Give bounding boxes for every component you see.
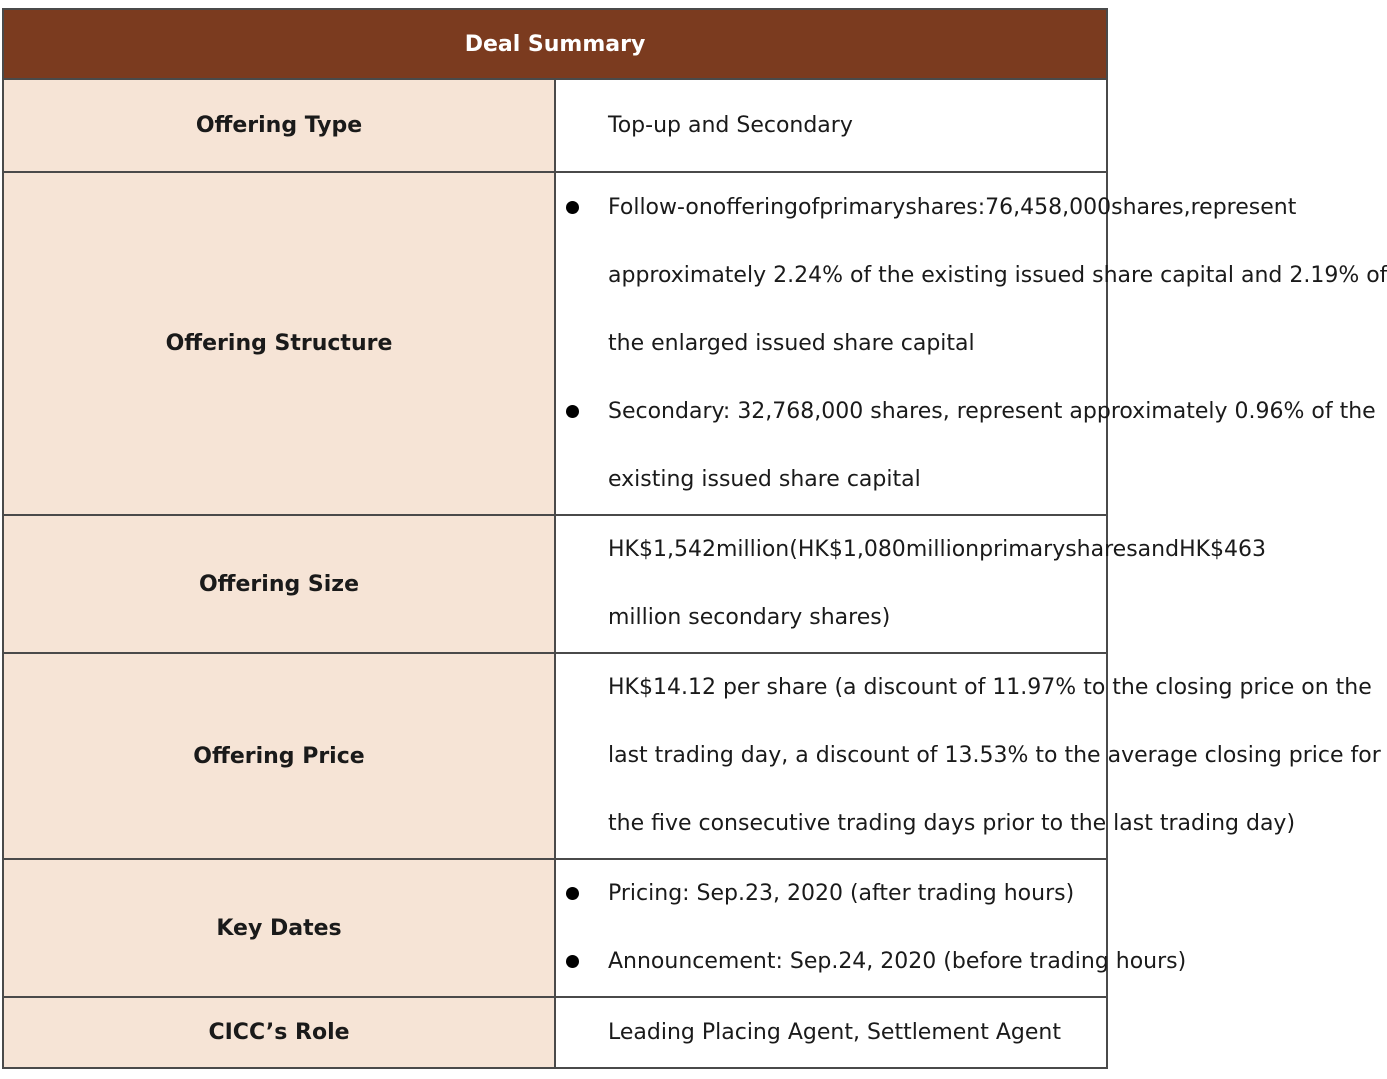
bullet-icon: [566, 405, 579, 418]
justified-word: $463: [1210, 537, 1267, 562]
row-label-offering-type: Offering Type: [3, 79, 555, 172]
offering-price-line-3: the five consecutive trading days prior to the last trading day): [608, 811, 1296, 836]
bullet-icon: [566, 201, 579, 214]
table-row-offering-structure: [3, 172, 1107, 515]
justified-word: Follow-on: [608, 194, 713, 220]
offering-size-line-2: million secondary shares): [608, 605, 891, 630]
justified-word: primary: [819, 194, 906, 220]
row-value-cicc-role: [555, 997, 1107, 1068]
offering-type-text: Top-up and Secondary: [608, 112, 853, 138]
justified-word: $1,542: [638, 537, 716, 562]
structure-primary-line-3: the enlarged issued share capital: [608, 330, 975, 356]
offering-size-line-1: [608, 516, 1267, 584]
cicc-role-text: Leading Placing Agent, Settlement Agent: [608, 1019, 1061, 1045]
key-dates-bullet-pricing: [608, 860, 1102, 928]
offering-price-line-1: HK$14.12 per share (a discount of 11.97% to the closing price on the: [608, 675, 1372, 700]
justified-word: HK: [1179, 537, 1211, 562]
row-value-offering-structure: [555, 172, 1387, 515]
bullet-icon: [566, 887, 579, 900]
justified-word: shares: [1065, 537, 1138, 562]
structure-primary-line-2: approximately 2.24% of the existing issued share capital and 2.19% of: [608, 262, 1387, 288]
key-date-pricing: Pricing: Sep.23, 2020 (after trading hours): [608, 881, 1075, 906]
table-title: Deal Summary: [3, 9, 1107, 79]
bullet-icon: [566, 955, 579, 968]
justified-word: $1,080: [828, 537, 906, 562]
justified-word: HK: [608, 537, 639, 562]
justified-word: 76,458,000: [985, 194, 1112, 220]
header-row: [3, 9, 1107, 79]
offering-price-line-2: last trading day, a discount of 13.53% to the average closing price for: [608, 743, 1381, 768]
key-dates-bullet-announcement: [608, 928, 1187, 996]
row-label-key-dates: Key Dates: [3, 859, 555, 997]
row-value-offering-type: [555, 79, 1107, 172]
justified-word: shares,: [1111, 194, 1191, 220]
row-label-cicc-role: CICC’s Role: [3, 997, 555, 1068]
table-row-cicc-role: [3, 997, 1107, 1068]
row-label-offering-structure: Offering Structure: [3, 172, 555, 515]
row-label-offering-price: Offering Price: [3, 653, 555, 859]
table-row-offering-type: [3, 79, 1107, 172]
justified-word: shares:: [905, 194, 986, 220]
row-value-key-dates: [555, 859, 1187, 997]
justified-word: primary: [979, 537, 1066, 562]
table-row-offering-price: [3, 653, 1107, 859]
justified-word: of: [797, 194, 820, 220]
table-row-key-dates: [3, 859, 1107, 997]
justified-word: represent: [1190, 194, 1297, 220]
structure-secondary-line-2: existing issued share capital: [608, 466, 921, 492]
table-row-offering-size: [3, 515, 1107, 653]
justified-word: million: [905, 537, 980, 562]
row-label-offering-size: Offering Size: [3, 515, 555, 653]
justified-word: offering: [712, 194, 798, 220]
row-value-offering-price: [555, 653, 1381, 859]
structure-bullet-primary: [608, 174, 1387, 378]
key-date-announcement: Announcement: Sep.24, 2020 (before trading hours): [608, 949, 1187, 974]
structure-primary-line-1: [608, 174, 1297, 242]
structure-secondary-line-1: Secondary: 32,768,000 shares, represent approximately 0.96% of the: [608, 398, 1376, 424]
justified-word: million: [715, 537, 790, 562]
row-value-offering-size: [555, 515, 1267, 653]
structure-bullet-secondary: [608, 378, 1376, 514]
justified-word: (HK: [789, 537, 829, 562]
deal-summary-table: [2, 8, 1387, 1069]
justified-word: and: [1137, 537, 1180, 562]
